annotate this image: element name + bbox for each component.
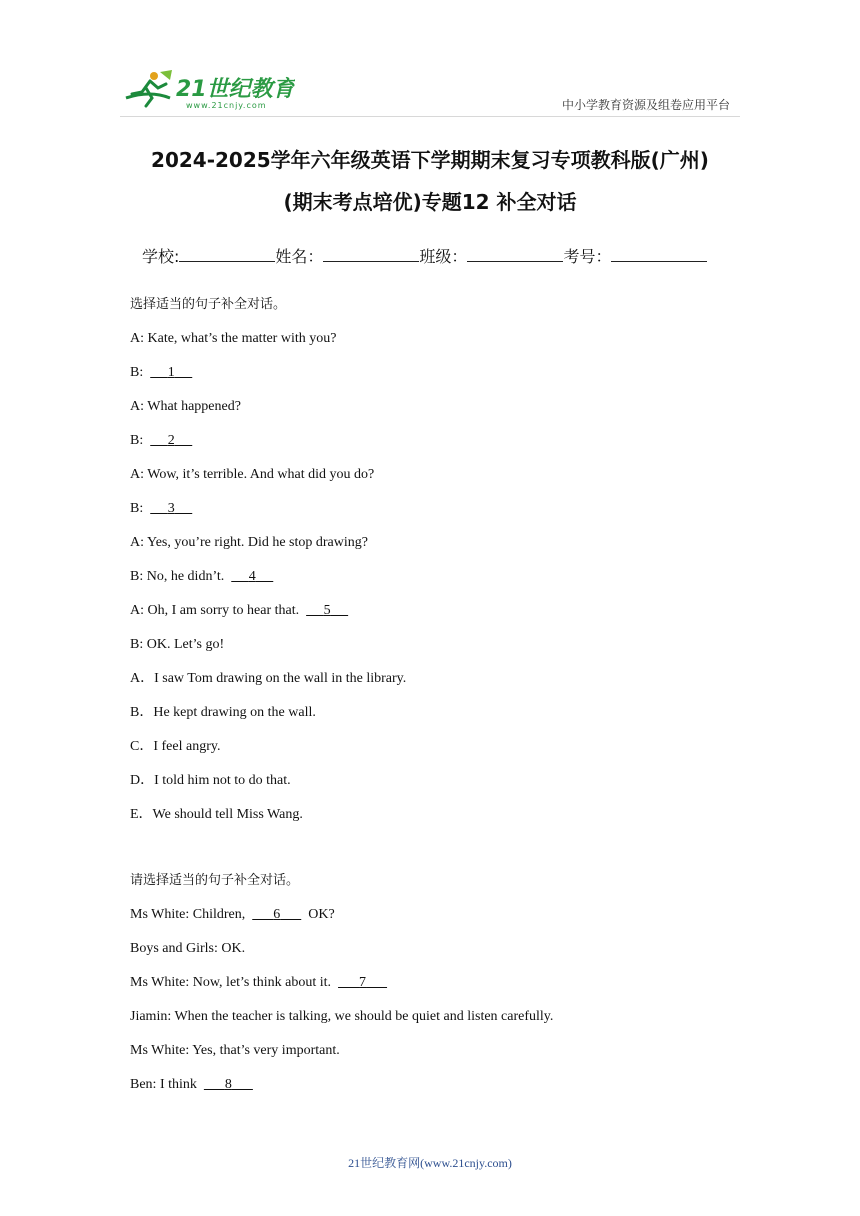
dialogue-line: B: No, he didn’t. 4 — [130, 568, 273, 586]
option-a: A．I saw Tom drawing on the wall in the library. — [130, 671, 407, 686]
page-footer: 21世纪教育网(www.21cnjy.com) — [348, 1156, 512, 1170]
answer-blank-4[interactable]: 4 — [248, 569, 256, 584]
option-b: B．He kept drawing on the wall. — [130, 705, 316, 720]
option-e: E．We should tell Miss Wang. — [130, 807, 303, 822]
answer-blank-8[interactable]: 8 — [224, 1077, 232, 1092]
class-field[interactable] — [467, 245, 563, 262]
dialogue-line: B: 1 — [130, 364, 192, 382]
number-label: 考号： — [563, 247, 612, 266]
option-d: D．I told him not to do that. — [130, 773, 291, 788]
dialogue-line: Ben: I think 8 — [130, 1076, 253, 1094]
school-field[interactable] — [179, 245, 275, 262]
page-subtitle: (期末考点培优)专题12 补全对话 — [283, 190, 577, 214]
dialogue-line: B: 2 — [130, 432, 192, 450]
section1-instruction: 选择适当的句子补全对话。 — [130, 297, 287, 312]
dialogue-line: A: Kate, what’s the matter with you? — [130, 331, 337, 346]
name-label: 姓名： — [275, 247, 324, 266]
logo-21cnjy — [120, 68, 295, 112]
dialogue-line: A: Wow, it’s terrible. And what did you do? — [130, 467, 375, 482]
dialogue-line: B: OK. Let’s go! — [130, 637, 225, 652]
name-field[interactable] — [323, 245, 419, 262]
dialogue-line: A: Yes, you’re right. Did he stop drawing? — [130, 535, 368, 550]
page-title: 2024-2025学年六年级英语下学期期末复习专项教科版(广州) — [151, 148, 709, 172]
school-label: 学校: — [142, 247, 180, 266]
svg-text:www.21cnjy.com: www.21cnjy.com — [186, 101, 267, 110]
answer-blank-3[interactable]: 3 — [167, 501, 175, 516]
section2-instruction: 请选择适当的句子补全对话。 — [130, 873, 300, 888]
dialogue-line: Ms White: Yes, that’s very important. — [130, 1043, 340, 1058]
dialogue-line: Ms White: Now, let’s think about it. 7 — [130, 974, 387, 992]
dialogue-line: Boys and Girls: OK. — [130, 941, 246, 956]
dialogue-line: B: 3 — [130, 500, 192, 518]
page-header — [120, 64, 740, 117]
answer-blank-7[interactable]: 7 — [359, 975, 367, 990]
answer-blank-6[interactable]: 6 — [273, 907, 281, 922]
answer-blank-2[interactable]: 2 — [167, 433, 175, 448]
platform-name: 中小学教育资源及组卷应用平台 — [561, 98, 730, 112]
answer-blank-1[interactable]: 1 — [167, 365, 175, 380]
dialogue-line: A: What happened? — [130, 399, 241, 414]
class-label: 班级： — [419, 247, 468, 266]
number-field[interactable] — [611, 245, 707, 262]
option-c: C．I feel angry. — [130, 739, 221, 754]
answer-blank-5[interactable]: 5 — [323, 603, 331, 618]
svg-text:21世纪教育: 21世纪教育 — [176, 77, 295, 102]
dialogue-line: Ms White: Children, 6 OK? — [130, 907, 335, 922]
dialogue-line: Jiamin: When the teacher is talking, we should be quiet and listen carefully. — [130, 1009, 554, 1024]
student-info-row — [142, 244, 707, 267]
dialogue-line: A: Oh, I am sorry to hear that. 5 — [130, 602, 348, 620]
